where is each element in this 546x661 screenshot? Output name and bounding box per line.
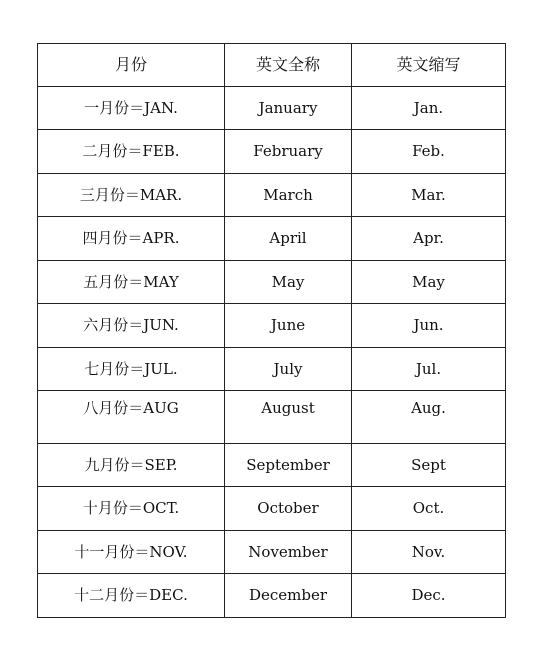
table-row [38, 130, 506, 173]
table-row [38, 304, 506, 347]
cell-full-name: December [225, 574, 352, 618]
table-row [38, 443, 506, 486]
cell-full-name: March [225, 173, 352, 216]
cell-month: 八月份＝AUG [38, 391, 225, 444]
table-row [38, 260, 506, 303]
month-table [37, 43, 506, 618]
table-row [38, 391, 506, 444]
cell-abbreviation: Jul. [352, 347, 506, 390]
table-row [38, 574, 506, 618]
cell-abbreviation: Oct. [352, 487, 506, 530]
cell-full-name: June [225, 304, 352, 347]
cell-full-name: April [225, 217, 352, 260]
table-row [38, 487, 506, 530]
cell-full-name: February [225, 130, 352, 173]
cell-full-name: May [225, 260, 352, 303]
cell-month: 三月份＝MAR. [38, 173, 225, 216]
table-row [38, 173, 506, 216]
table-row [38, 347, 506, 390]
cell-abbreviation: Feb. [352, 130, 506, 173]
cell-abbreviation: Jan. [352, 87, 506, 130]
cell-month: 十二月份＝DEC. [38, 574, 225, 618]
table-row [38, 217, 506, 260]
cell-month: 二月份＝FEB. [38, 130, 225, 173]
cell-abbreviation: Dec. [352, 574, 506, 618]
cell-abbreviation: Jun. [352, 304, 506, 347]
cell-month: 七月份＝JUL. [38, 347, 225, 390]
cell-full-name: August [225, 391, 352, 444]
table-header-row [38, 44, 506, 87]
cell-month: 六月份＝JUN. [38, 304, 225, 347]
cell-abbreviation: Sept [352, 443, 506, 486]
cell-abbreviation: Nov. [352, 530, 506, 573]
cell-abbreviation: Mar. [352, 173, 506, 216]
cell-month: 一月份＝JAN. [38, 87, 225, 130]
header-abbreviation: 英文缩写 [352, 44, 506, 87]
cell-full-name: July [225, 347, 352, 390]
cell-month: 九月份＝SEP. [38, 443, 225, 486]
cell-abbreviation: Aug. [352, 391, 506, 444]
cell-abbreviation: May [352, 260, 506, 303]
header-full-name: 英文全称 [225, 44, 352, 87]
cell-abbreviation: Apr. [352, 217, 506, 260]
cell-month: 十一月份＝NOV. [38, 530, 225, 573]
cell-month: 四月份＝APR. [38, 217, 225, 260]
table-row [38, 87, 506, 130]
cell-full-name: November [225, 530, 352, 573]
cell-full-name: January [225, 87, 352, 130]
month-table-container [37, 43, 505, 618]
header-month: 月份 [38, 44, 225, 87]
table-row [38, 530, 506, 573]
cell-full-name: October [225, 487, 352, 530]
cell-full-name: September [225, 443, 352, 486]
cell-month: 五月份＝MAY [38, 260, 225, 303]
cell-month: 十月份＝OCT. [38, 487, 225, 530]
